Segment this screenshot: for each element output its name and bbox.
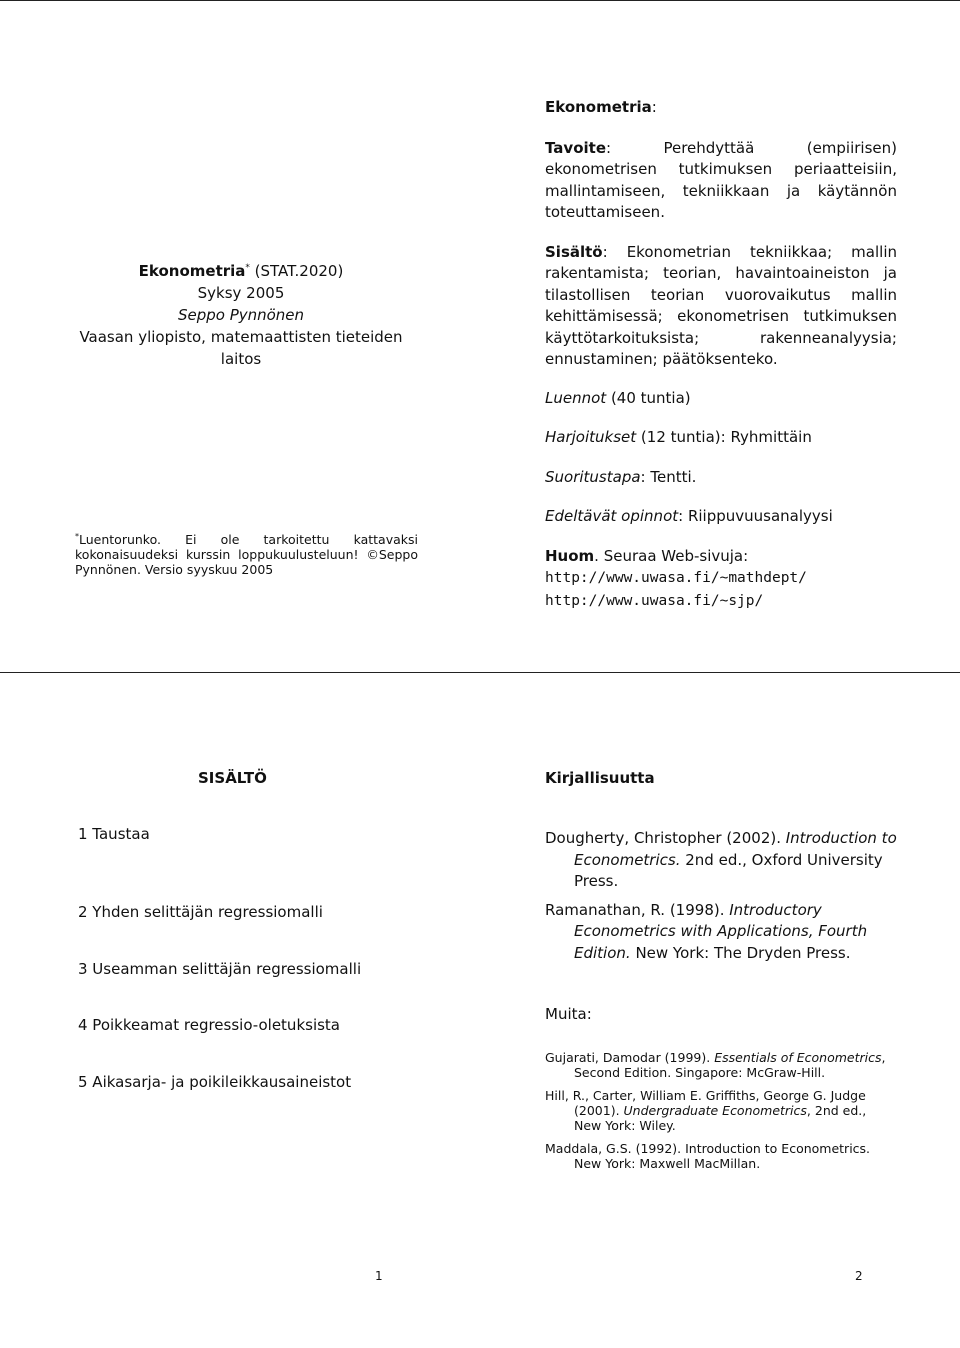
course-term: Syksy 2005 — [197, 284, 285, 302]
reference-item — [545, 1141, 897, 1171]
note-text: . Seuraa Web-sivuja: — [594, 546, 749, 565]
info-heading-colon: : — [651, 98, 657, 116]
content-label: Sisältö — [545, 242, 603, 261]
ref-title: Undergraduate Econometrics — [623, 1103, 807, 1118]
ref-title: Essentials of Econometrics — [714, 1050, 882, 1065]
footnote — [75, 529, 418, 577]
course-title-main: Ekonometria — [138, 262, 246, 280]
reference-item — [545, 1050, 897, 1080]
link-sjp[interactable] — [545, 590, 897, 613]
ref-publisher: 2nd ed., Oxford University Press. — [574, 850, 883, 890]
ref-author: Dougherty, Christopher (2002). — [545, 829, 786, 847]
note-label: Huom — [545, 546, 595, 565]
main-references — [545, 828, 897, 964]
toc-heading: SISÄLTÖ — [198, 769, 267, 787]
toc-item: 3 Useamman selittäjän regressiomalli — [78, 960, 362, 978]
ref-author: Ramanathan, R. (1998). — [545, 900, 730, 919]
exercises-label: Harjoitukset — [545, 428, 637, 446]
reference-item — [545, 828, 897, 893]
ref-title: Introductory Econometrics with Applications, Fourth Edition. — [574, 900, 868, 962]
ref-publisher: New York: The Dryden Press. — [630, 943, 851, 962]
ref-title: Introduction to Econometrics. — [574, 829, 897, 869]
completion-line — [545, 467, 897, 489]
literature-heading: Kirjallisuutta — [545, 769, 655, 787]
course-code: (STAT.2020) — [249, 262, 344, 280]
others-heading: Muita: — [545, 1005, 592, 1023]
content-paragraph — [545, 242, 897, 371]
page-number-right: 2 — [855, 1269, 863, 1283]
toc-item: 5 Aikasarja- ja poikileikkausaineistot — [78, 1073, 352, 1091]
slide-bottom — [0, 672, 960, 1348]
completion-label: Suoritustapa — [545, 467, 641, 486]
footnote-marker: * — [245, 263, 250, 273]
goal-paragraph — [545, 138, 897, 224]
completion-text: : Tentti. — [640, 467, 697, 486]
note-line — [545, 546, 897, 568]
link-mathdept[interactable] — [545, 567, 897, 590]
ref-author: Hill, R., Carter, William E. Griffiths, George G. Judge (2001). — [545, 1088, 866, 1118]
toc-item: 4 Poikkeamat regressio-oletuksista — [78, 1016, 340, 1034]
link-mathdept-text[interactable]: http://www.uwasa.fi/~mathdept/ — [545, 570, 807, 586]
ref-author: Gujarati, Damodar (1999). — [545, 1050, 715, 1065]
ref-publisher: , 2nd ed., New York: Wiley. — [574, 1103, 867, 1133]
info-heading-text: Ekonometria — [545, 98, 652, 116]
course-title — [60, 257, 422, 282]
reference-item — [545, 900, 897, 965]
other-references — [545, 1050, 897, 1171]
exercises-line — [545, 427, 897, 449]
toc-item: 2 Yhden selittäjän regressiomalli — [78, 903, 323, 921]
link-sjp-text[interactable]: http://www.uwasa.fi/~sjp/ — [545, 592, 764, 609]
slide-top — [0, 0, 960, 672]
prereq-text: : Riippuvuusanalyysi — [678, 507, 833, 525]
prereq-line — [545, 506, 897, 528]
goal-label: Tavoite — [545, 138, 606, 157]
ref-author: Maddala, G.S. (1992). Introduction to Econometrics. New York: Maxwell MacMillan. — [545, 1141, 871, 1171]
footnote-mark: * — [75, 532, 79, 541]
footnote-copyright: Seppo Pynnönen. Versio syyskuu 2005 — [75, 547, 418, 578]
ref-publisher: , Second Edition. Singapore: McGraw-Hill. — [574, 1050, 886, 1080]
course-author: Seppo Pynnönen — [177, 306, 305, 324]
lectures-label: Luennot — [545, 388, 607, 407]
copyright-icon: © — [366, 547, 379, 563]
course-info — [545, 97, 897, 612]
exercises-text: (12 tuntia): Ryhmittäin — [636, 428, 812, 446]
course-department: Vaasan yliopisto, matemaattisten tieteiden laitos — [79, 328, 403, 368]
title-block — [60, 257, 422, 370]
info-heading — [545, 97, 897, 119]
footnote-text: Luentorunko. Ei ole tarkoitettu kattavaksi kokonaisuudeksi kurssin loppukuulusteluun! — [75, 532, 418, 563]
reference-item — [545, 1088, 897, 1133]
prereq-label: Edeltävät opinnot — [545, 507, 679, 525]
goal-text: : Perehdyttää (empiirisen) ekonometrisen tutkimuksen periaatteisiin, mallintamiseen, tekniikkaan ja käytännön toteuttamiseen. — [545, 138, 897, 221]
content-text: : Ekonometrian tekniikkaa; mallin rakentamista; teorian, havaintoaineiston ja tilastollisen teorian vuorovaikutus mallin kehittämisessä; ekonometrisen tutkimuksen käyttötarkoituksista; rakenneanalyysia; ennustaminen; päätöksenteko. — [545, 242, 897, 368]
lectures-line — [545, 388, 897, 410]
toc-item: 1 Taustaa — [78, 825, 150, 843]
lectures-text: (40 tuntia) — [606, 388, 691, 407]
page-number-left: 1 — [375, 1269, 383, 1283]
